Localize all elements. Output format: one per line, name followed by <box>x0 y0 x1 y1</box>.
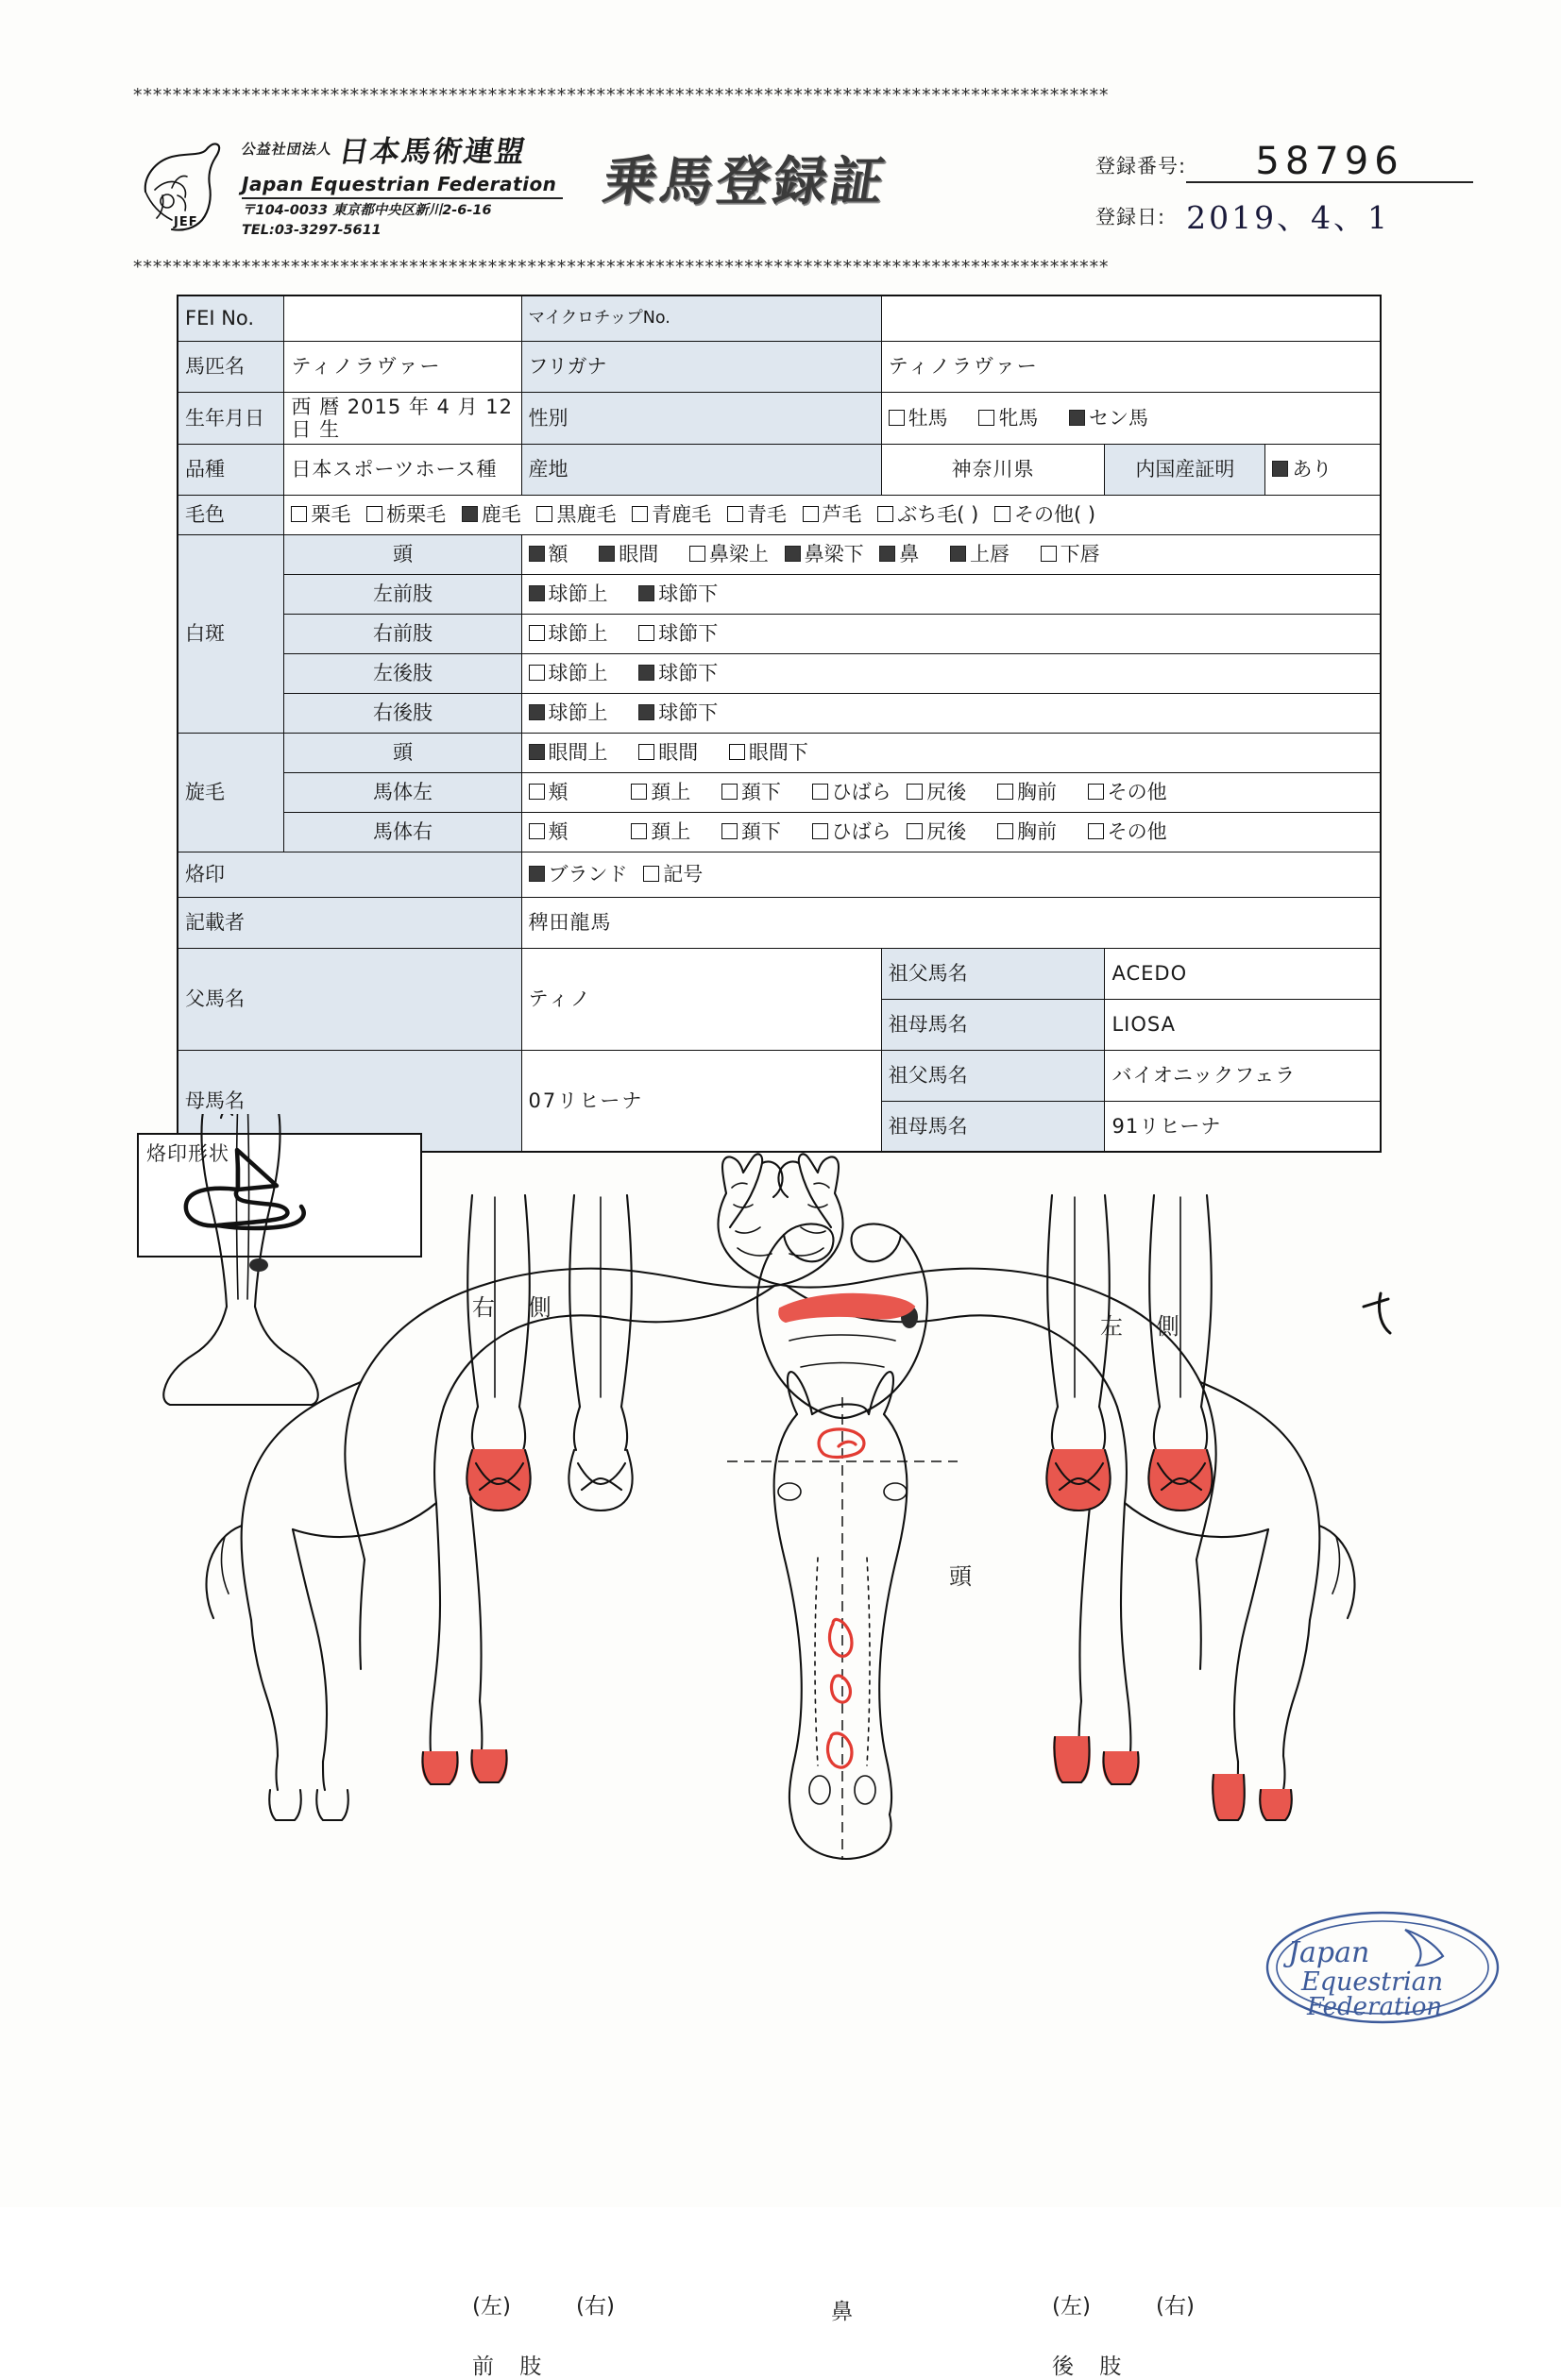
forelimb-drawings <box>467 1195 632 1511</box>
white-option: 球節下 <box>638 582 718 605</box>
grandsire-label: 祖父馬名 <box>881 948 1105 999</box>
fore-left-label: (左) <box>472 2294 511 2319</box>
whorl-head-options[interactable] <box>521 733 1381 772</box>
whorl-option: 頚上 <box>631 781 690 803</box>
horse-body-drawings <box>0 1114 1561 2209</box>
org-name-en: Japan Equestrian Federation <box>242 173 557 195</box>
microchip-value[interactable] <box>881 295 1381 341</box>
whorl-option: 眼間下 <box>729 741 808 764</box>
checkbox-icon <box>638 744 654 760</box>
table-row-breed <box>178 444 1381 495</box>
table-row-sire-sire <box>178 948 1381 999</box>
birth-label: 生年月日 <box>178 392 284 444</box>
coat-option: 青鹿毛 <box>632 503 711 526</box>
white-option: 球節上 <box>529 622 608 645</box>
svg-text:Federation: Federation <box>1307 1993 1443 2021</box>
fei-no-label: FEI No. <box>178 295 284 341</box>
checkbox-icon <box>879 546 895 562</box>
whorl-option: ひばら <box>812 781 891 803</box>
white-part-label: 左後肢 <box>284 653 521 693</box>
checkbox-icon <box>638 704 654 720</box>
coat-color-label: 毛色 <box>178 495 284 534</box>
org-prefix: 公益社団法人 <box>240 141 334 158</box>
checkbox-icon <box>529 704 545 720</box>
white-fl-options[interactable] <box>521 574 1381 614</box>
coat-option: 栗毛 <box>291 503 350 526</box>
checkbox-icon <box>785 546 801 562</box>
sex-option: 牝馬 <box>978 407 1038 430</box>
breed-value[interactable]: 日本スポーツホース種 <box>284 444 521 495</box>
table-row-coat-color <box>178 495 1381 534</box>
brand-option: ブランド <box>529 863 628 886</box>
checkbox-icon <box>1088 823 1104 839</box>
table-row-fei <box>178 295 1381 341</box>
furigana-label: フリガナ <box>521 341 881 392</box>
whorl-left-options[interactable] <box>521 772 1381 812</box>
head-label: 頭 <box>949 1563 972 1590</box>
whorl-part-label: 頭 <box>284 733 521 772</box>
white-part-label: 右後肢 <box>284 693 521 733</box>
brand-mark-on-horse <box>1364 1293 1390 1333</box>
white-part-label: 右前肢 <box>284 614 521 653</box>
hind-limb-label: 後 肢 <box>1052 2355 1131 2379</box>
table-row-whorl-right <box>178 812 1381 852</box>
checkbox-icon <box>997 784 1013 800</box>
checkbox-icon <box>950 546 966 562</box>
logo-divider <box>242 197 563 199</box>
fei-no-value[interactable] <box>284 295 521 341</box>
registration-info-block <box>1095 132 1473 234</box>
dam-dam-value[interactable]: 91リヒーナ <box>1105 1101 1381 1152</box>
horse-details-table <box>177 295 1382 1153</box>
table-row-white-head <box>178 534 1381 574</box>
coat-option: 芦毛 <box>803 503 862 526</box>
horse-name-label: 馬匹名 <box>178 341 284 392</box>
white-part-label: 頭 <box>284 534 521 574</box>
sire-value[interactable]: ティノ <box>521 948 881 1050</box>
white-option: 下唇 <box>1041 543 1100 565</box>
white-option: 鼻梁上 <box>689 543 769 565</box>
recorder-label: 記載者 <box>178 897 521 948</box>
whorl-option: 頚上 <box>631 820 690 843</box>
furigana-value[interactable]: ティノラヴァー <box>881 341 1381 392</box>
granddam-label: 祖母馬名 <box>881 1101 1105 1152</box>
dam-sire-value[interactable]: バイオニックフェラ <box>1105 1050 1381 1101</box>
checkbox-icon <box>721 823 738 839</box>
table-row-brand <box>178 852 1381 897</box>
registration-date-row <box>1095 183 1473 234</box>
white-part-label: 左前肢 <box>284 574 521 614</box>
recorder-value[interactable]: 稗田龍馬 <box>521 897 1381 948</box>
horse-name-value[interactable]: ティノラヴァー <box>284 341 521 392</box>
checkbox-icon <box>536 506 552 522</box>
white-option: 球節上 <box>529 662 608 684</box>
registration-number-row <box>1095 132 1473 183</box>
top-star-divider: *************************************************************************************************** <box>132 85 1109 106</box>
checkbox-icon <box>631 784 647 800</box>
microchip-label: マイクロチップNo. <box>521 295 881 341</box>
hindlimb-drawings <box>1046 1195 1212 1511</box>
whorl-option: 頚下 <box>721 820 781 843</box>
origin-value[interactable]: 神奈川県 <box>881 444 1105 495</box>
white-option: 球節下 <box>638 701 718 724</box>
breed-label: 品種 <box>178 444 284 495</box>
domestic-proof-label: 内国産証明 <box>1105 444 1265 495</box>
left-side-label: 左 側 <box>1100 1313 1193 1340</box>
white-fr-options[interactable] <box>521 614 1381 653</box>
fore-right-label: (右) <box>576 2294 615 2319</box>
whorl-option: ひばら <box>812 820 891 843</box>
checkbox-icon <box>994 506 1010 522</box>
whorl-option: 頚下 <box>721 781 781 803</box>
coat-option: 栃栗毛 <box>366 503 446 526</box>
checkbox-icon <box>529 665 545 681</box>
checkbox-icon <box>1272 461 1288 477</box>
checkbox-icon <box>529 823 545 839</box>
white-option: 球節上 <box>529 701 608 724</box>
checkbox-icon <box>907 823 923 839</box>
checkbox-icon <box>721 784 738 800</box>
table-row-white-hl <box>178 653 1381 693</box>
checkbox-icon <box>1088 784 1104 800</box>
checkbox-icon <box>877 506 893 522</box>
checkbox-icon <box>632 506 648 522</box>
checkbox-icon <box>889 410 905 426</box>
checkbox-icon <box>529 744 545 760</box>
sire-dam-value[interactable]: LIOSA <box>1105 999 1381 1050</box>
sex-option: セン馬 <box>1069 407 1148 430</box>
table-row-white-fr <box>178 614 1381 653</box>
coat-option: 黒鹿毛 <box>536 503 616 526</box>
checkbox-icon <box>643 866 659 882</box>
table-row-white-hr <box>178 693 1381 733</box>
organization-logo-block <box>140 127 593 241</box>
checkbox-icon <box>803 506 819 522</box>
white-hl-options[interactable] <box>521 653 1381 693</box>
whorl-option: その他 <box>1088 781 1167 803</box>
coat-option: 鹿毛 <box>462 503 521 526</box>
page-title: 乗馬登録証 <box>599 151 892 212</box>
right-side-label: 右 側 <box>472 1294 565 1321</box>
checkbox-icon <box>291 506 307 522</box>
birth-value[interactable]: 西 暦 2015 年 4 月 12 日 生 <box>284 392 521 444</box>
checkbox-icon <box>638 625 654 641</box>
table-row-horse-name <box>178 341 1381 392</box>
checkbox-icon <box>529 784 545 800</box>
white-option: 上唇 <box>950 543 1010 565</box>
white-option: 鼻梁下 <box>785 543 864 565</box>
white-option: 鼻 <box>879 543 919 565</box>
whorl-option: 眼間上 <box>529 741 608 764</box>
whorl-part-label: 馬体左 <box>284 772 521 812</box>
sire-sire-value[interactable]: ACEDO <box>1105 948 1381 999</box>
organization-name-group <box>242 127 593 239</box>
checkbox-icon <box>907 784 923 800</box>
checkbox-icon <box>631 823 647 839</box>
checkbox-icon <box>689 546 705 562</box>
jef-official-stamp <box>1264 1907 1502 2028</box>
checkbox-icon <box>1041 546 1057 562</box>
whorl-option: 尻後 <box>907 820 966 843</box>
domestic-proof-option[interactable]: あり <box>1265 444 1381 495</box>
table-row-whorl-left <box>178 772 1381 812</box>
whorl-option: 胸前 <box>997 781 1057 803</box>
checkbox-icon <box>529 546 545 562</box>
nose-label: 鼻 <box>831 2300 853 2324</box>
checkbox-icon <box>529 625 545 641</box>
whorl-option: 頬 <box>529 781 568 803</box>
table-row-white-fl <box>178 574 1381 614</box>
white-option: 球節上 <box>529 582 608 605</box>
org-name-jp: 日本馬術連盟 <box>336 135 530 169</box>
svg-text:Equestrian: Equestrian <box>1301 1967 1444 1997</box>
org-tel: TEL:03-3297-5611 <box>242 223 382 239</box>
white-option: 眼間 <box>599 543 658 565</box>
svg-text:JEF: JEF <box>174 215 198 229</box>
dam-value[interactable]: 07リヒーナ <box>521 1050 881 1152</box>
whorl-part-label: 馬体右 <box>284 812 521 852</box>
whorl-option: 眼間 <box>638 741 698 764</box>
whorl-label: 旋毛 <box>178 733 284 852</box>
fore-limb-label: 前 肢 <box>472 2355 551 2379</box>
sex-option: 牡馬 <box>889 407 948 430</box>
sire-label: 父馬名 <box>178 948 521 1050</box>
hind-left-label: (左) <box>1052 2294 1091 2319</box>
whorl-option: 胸前 <box>997 820 1057 843</box>
granddam-label: 祖母馬名 <box>881 999 1105 1050</box>
white-option: 額 <box>529 543 568 565</box>
coat-option: 青毛 <box>727 503 787 526</box>
white-markings-label: 白斑 <box>178 534 284 733</box>
checkbox-icon <box>1069 410 1085 426</box>
grandsire-label: 祖父馬名 <box>881 1050 1105 1101</box>
whorl-option: 尻後 <box>907 781 966 803</box>
org-address: 〒104-0033 東京都中央区新川2-6-16 <box>242 203 492 218</box>
checkbox-icon <box>727 506 743 522</box>
checkbox-icon <box>599 546 615 562</box>
checkbox-icon <box>638 665 654 681</box>
checkbox-icon <box>366 506 382 522</box>
white-head-options[interactable] <box>521 534 1381 574</box>
brand-label: 烙印 <box>178 852 521 897</box>
registration-date-label: 登録日: <box>1095 206 1166 228</box>
checkbox-icon <box>729 744 745 760</box>
white-option: 球節下 <box>638 662 718 684</box>
registration-date-value: 2019、4、1 <box>1186 199 1391 236</box>
dam-label: 母馬名 <box>178 1050 521 1152</box>
svg-text:Japan: Japan <box>1288 1936 1370 1969</box>
table-row-birth <box>178 392 1381 444</box>
hind-right-label: (右) <box>1156 2294 1195 2319</box>
checkbox-icon <box>997 823 1013 839</box>
checkbox-icon <box>638 585 654 601</box>
jef-horse-logo-icon <box>140 133 230 233</box>
checkbox-icon <box>529 866 545 882</box>
bottom-star-divider: *************************************************************************************************** <box>132 257 1109 278</box>
coat-color-options[interactable] <box>284 495 1381 534</box>
checkbox-icon <box>812 784 828 800</box>
checkbox-icon <box>462 506 478 522</box>
whorl-right-options[interactable] <box>521 812 1381 852</box>
table-row-whorl-head <box>178 733 1381 772</box>
table-row-dam-sire <box>178 1050 1381 1101</box>
horse-markings-diagram <box>0 1114 1561 2379</box>
origin-label: 産地 <box>521 444 881 495</box>
horse-head-front-view <box>727 1372 958 1860</box>
registration-number-value: 58796 <box>1186 143 1473 183</box>
brand-option: 記号 <box>643 863 703 886</box>
brand-options[interactable] <box>521 852 1381 897</box>
white-option: 球節下 <box>638 622 718 645</box>
registration-number-label: 登録番号: <box>1095 155 1187 177</box>
sex-label: 性別 <box>521 392 881 444</box>
checkbox-icon <box>812 823 828 839</box>
sex-options[interactable] <box>881 392 1381 444</box>
table-row-recorder <box>178 897 1381 948</box>
whorl-option: 頬 <box>529 820 568 843</box>
whorl-option: その他 <box>1088 820 1167 843</box>
coat-option: ぶち毛( ) <box>877 503 978 526</box>
brand-shape-label: 烙印形状 <box>146 1142 229 1165</box>
checkbox-icon <box>529 585 545 601</box>
white-hr-options[interactable] <box>521 693 1381 733</box>
horse-rear-tail-view <box>163 1114 318 1405</box>
checkbox-icon <box>978 410 994 426</box>
coat-option: その他( ) <box>994 503 1095 526</box>
